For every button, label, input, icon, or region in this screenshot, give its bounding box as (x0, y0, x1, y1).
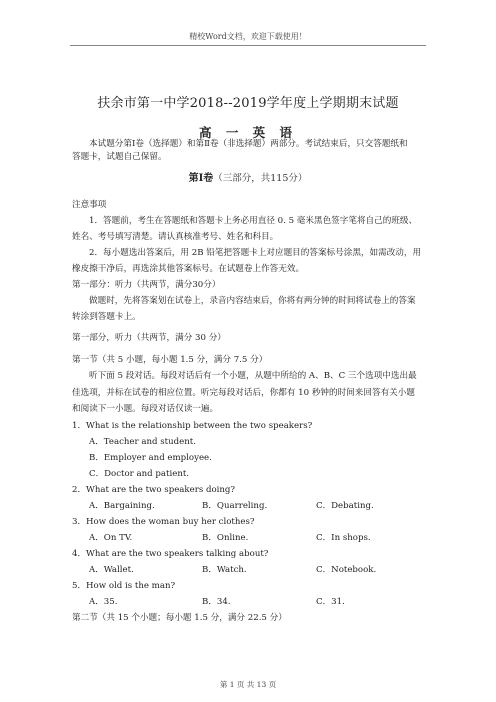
part1-intro-line-2: 转涂到答题卡上。 (72, 312, 141, 322)
q5-option-b: B．34. (202, 597, 231, 607)
section1-intro-line-2: 佳选项，并标在试卷的相应位置。听完每段对话后，你都有 10 秒钟的时间来回答有关小题 (72, 388, 415, 398)
q3-option-b: B．Online. (202, 533, 249, 543)
q1-option-c: C．Doctor and patient. (89, 469, 190, 479)
q4-option-c: C．Notebook. (316, 565, 377, 575)
q1-option-a: A．Teacher and student. (89, 437, 196, 447)
note-line-4: 橡皮擦干净后，再选涂其他答案标号。在试题卷上作答无效。 (72, 264, 305, 274)
section1-intro-line-1: 听下面 5 段对话。每段对话后有一个小题，从题中所给的 A、B、C 三个选项中选出最 (89, 371, 417, 381)
section1-heading: 第一节（共 5 小题，每小题 1.5 分，满分 7.5 分） (72, 355, 268, 365)
part1-heading-b: 第一部分，听力（共两节，满分 30 分） (72, 333, 226, 343)
q2-option-a: A．Bargaining. (89, 501, 155, 511)
page-footer: 第 1 页 共 13 页 (219, 680, 277, 689)
q5-stem: 5．How old is the man? (72, 581, 176, 591)
volume-heading (0, 169, 496, 184)
q1-option-b: B．Employer and employee. (89, 453, 212, 463)
header-divider (70, 45, 426, 46)
note-line-1: 1．答题前，考生在答题纸和答题卡上务必用直径 0. 5 毫米黑色签字笔将自己的班级、 (89, 216, 418, 226)
q1-stem: 1．What is the relationship between the two speakers? (72, 421, 313, 431)
section1-intro-line-3: 和阅读下一小题。每段对话仅读一遍。 (72, 404, 219, 414)
notes-title: 注意事项 (72, 200, 107, 210)
page-header: 精校Word文档，欢迎下载使用！ (189, 32, 307, 41)
q3-stem: 3．How does the woman buy her clothes? (72, 517, 255, 527)
note-line-2: 姓名、考号填写清楚。请认真核准考号、姓名和科目。 (72, 232, 279, 242)
q5-option-a: A．35. (89, 597, 118, 607)
q2-option-b: B．Quarreling. (202, 501, 268, 511)
q5-option-c: C．31. (316, 597, 345, 607)
volume-name: 第Ⅰ卷 (188, 173, 214, 184)
exam-title: 扶余市第一中学2018--2019学年度上学期期末试题 (97, 96, 399, 111)
intro-line-2: 答题卡，试题自己保留。 (72, 152, 167, 162)
q2-stem: 2．What are the two speakers doing? (72, 485, 236, 495)
q3-option-a: A．On TV. (89, 533, 133, 543)
intro-line-1: 本试题分第Ⅰ卷（选择题）和第Ⅱ卷（非选择题）两部分。考试结束后，只交答题纸和 (89, 139, 408, 149)
q4-option-b: B．Watch. (202, 565, 247, 575)
note-line-3: 2．每小题选出答案后，用 2B 铅笔把答题卡上对应题目的答案标号涂黑，如需改动，用 (89, 248, 422, 258)
part1-intro-line-1: 做题时，先将答案划在试卷上，录音内容结束后，你将有两分钟的时间将试卷上的答案 (89, 296, 416, 306)
q4-stem: 4．What are the two speakers talking about? (72, 549, 269, 559)
volume-detail: （三部分，共115分） (213, 173, 308, 184)
q2-option-c: C．Debating. (316, 501, 374, 511)
q4-option-a: A．Wallet. (89, 565, 134, 575)
section2-heading: 第二节（共 15 个小题；每小题 1.5 分，满分 22.5 分） (72, 613, 287, 623)
subject-heading: 高 一 英 语 (198, 125, 298, 140)
part1-heading-a: 第一部分：听力（共两节，满分30分） (72, 280, 221, 290)
q3-option-c: C．In shops. (316, 533, 371, 543)
